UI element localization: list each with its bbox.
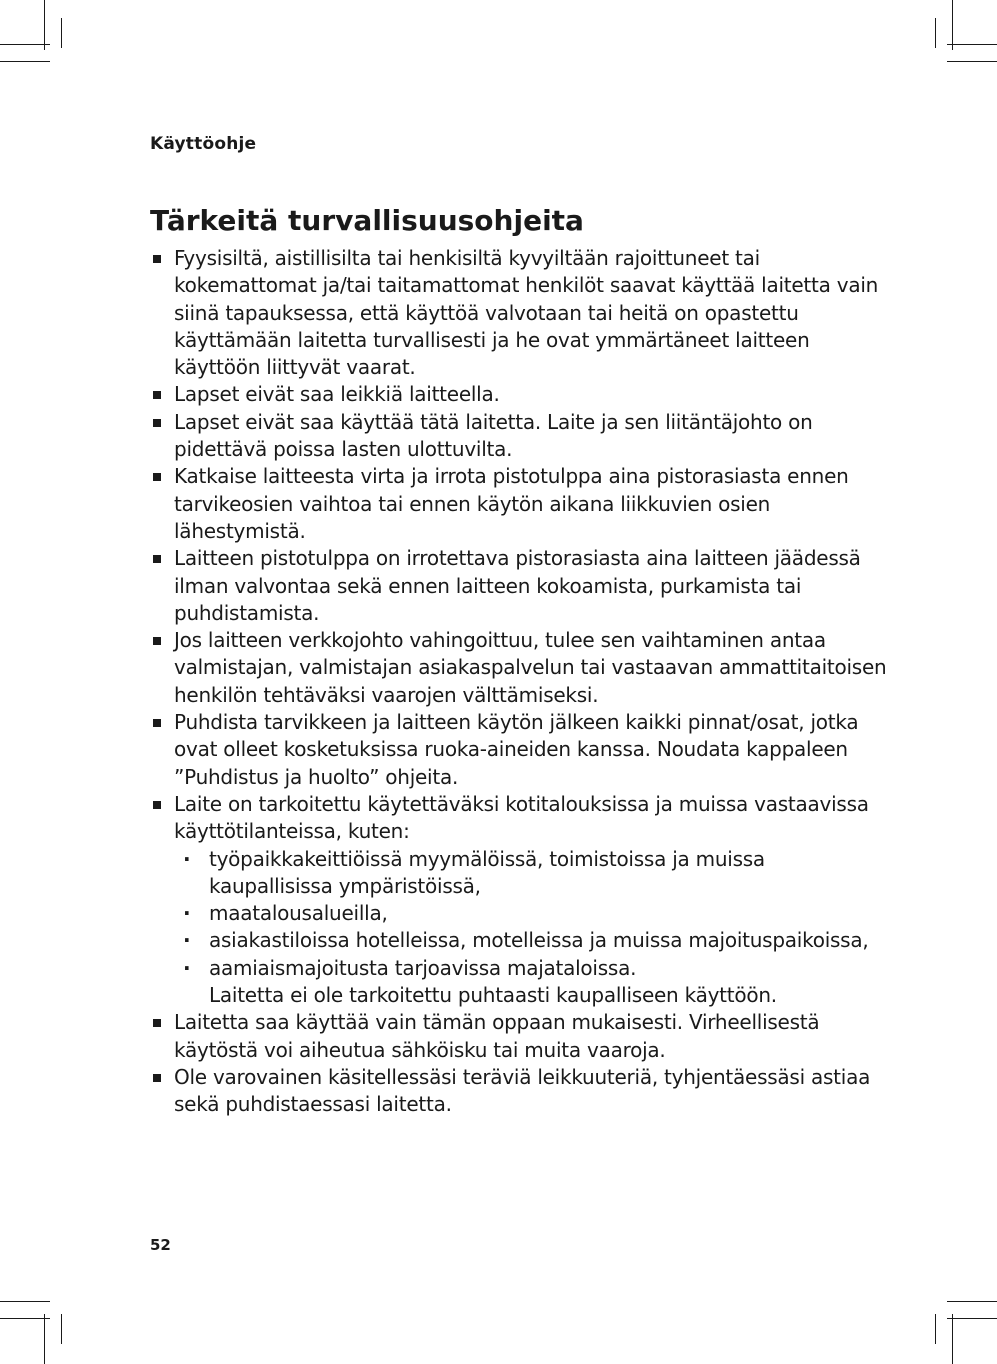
list-item [150,1009,890,1064]
page-title: Tärkeitä turvallisuusohjeita [150,204,584,237]
crop-mark [947,61,997,62]
list-item [150,245,890,381]
usage-locations-sublist [174,846,890,982]
list-item-text: Puhdista tarvikkeen ja laitteen käytön jälkeen kaikki pinnat/osat, jotka ovat olleet kosketuksissa ruoka-aineiden kanssa. Noudata kappaleen ”Puhdistus ja huolto” ohjeita. [174,710,859,789]
sub-list-item: · aamiaismajoitusta tarjoavissa majataloissa. [174,955,890,982]
list-item-text: Fyysisiltä, aistillisilta tai henkisiltä kyvyiltään rajoittuneet tai kokemattomat ja/tai taitamattomat henkilöt saavat käyttää laitetta vain siinä tapauksessa, että käyttöä valvotaan tai heitä on opastettu käyttämään laitetta turvallisesti ja he ovat ymmärtäneet laitteen käyttöön liittyvät vaarat. [174,246,879,380]
list-item-text: Laitetta saa käyttää vain tämän oppaan mukaisesti. Virheellisestä käytöstä voi aiheutua sähköisku tai muita vaaroja. [174,1010,820,1062]
crop-mark [947,1318,997,1319]
section-label: Käyttöohje [150,134,257,154]
list-item [150,463,890,545]
list-item [150,709,890,791]
list-item-text: Laite on tarkoitettu käytettäväksi kotitalouksissa ja muissa vastaavissa käyttötilanteissa, kuten: [174,791,869,844]
list-item-text: Lapset eivät saa leikkiä laitteella. [174,382,500,407]
crop-mark [947,1301,997,1302]
sub-list-item: · työpaikkakeittiöissä myymälöissä, toimistoissa ja muissa kaupallisissa ympäristöissä, [174,846,890,901]
list-item [150,381,890,408]
crop-mark [61,1314,62,1344]
list-item-text: Jos laitteen verkkojohto vahingoittuu, tulee sen vaihtaminen antaa valmistajan, valmistajan asiakaspalvelun tai vastaavan ammattitaitoisen henkilön tehtäväksi vaarojen välttämiseksi. [174,628,887,707]
crop-mark [44,1314,45,1364]
sub-list-note: Laitetta ei ole tarkoitettu puhtaasti kaupalliseen käyttöön. [209,983,777,1008]
sub-list-item: · asiakastiloissa hotelleissa, motelleissa ja muissa majoituspaikoissa, [174,927,890,954]
crop-mark [0,1301,50,1302]
crop-mark [952,1314,953,1364]
list-item-text: Katkaise laitteesta virta ja irrota pistotulppa aina pistorasiasta ennen tarvikeosien vaihtoa tai ennen käytön aikana liikkuvien osien lähestymistä. [174,464,849,543]
page-number: 52 [150,1236,171,1254]
crop-mark [44,0,45,50]
safety-instructions-list [150,245,890,1119]
crop-mark [935,18,936,48]
list-item [150,545,890,627]
crop-mark [61,18,62,48]
list-item-text: Laitteen pistotulppa on irrotettava pistorasiasta aina laitteen jäädessä ilman valvontaa sekä ennen laitteen kokoamista, purkamista tai puhdistamista. [174,546,861,625]
list-item [150,791,890,1009]
list-item [150,1064,890,1119]
crop-mark [952,0,953,50]
crop-mark [935,1314,936,1344]
crop-mark [0,61,50,62]
list-item-text: Lapset eivät saa käyttää tätä laitetta. Laite ja sen liitäntäjohto on pidettävä poissa lasten ulottuvilta. [174,409,813,462]
list-item [150,627,890,709]
sub-list-item: · maatalousalueilla, [174,900,890,927]
crop-mark [0,44,50,45]
crop-mark [0,1318,50,1319]
crop-mark [947,44,997,45]
list-item-text: Ole varovainen käsitellessäsi teräviä leikkuuteriä, tyhjentäessäsi astiaa sekä puhdistaessasi laitetta. [174,1064,871,1117]
list-item [150,409,890,464]
